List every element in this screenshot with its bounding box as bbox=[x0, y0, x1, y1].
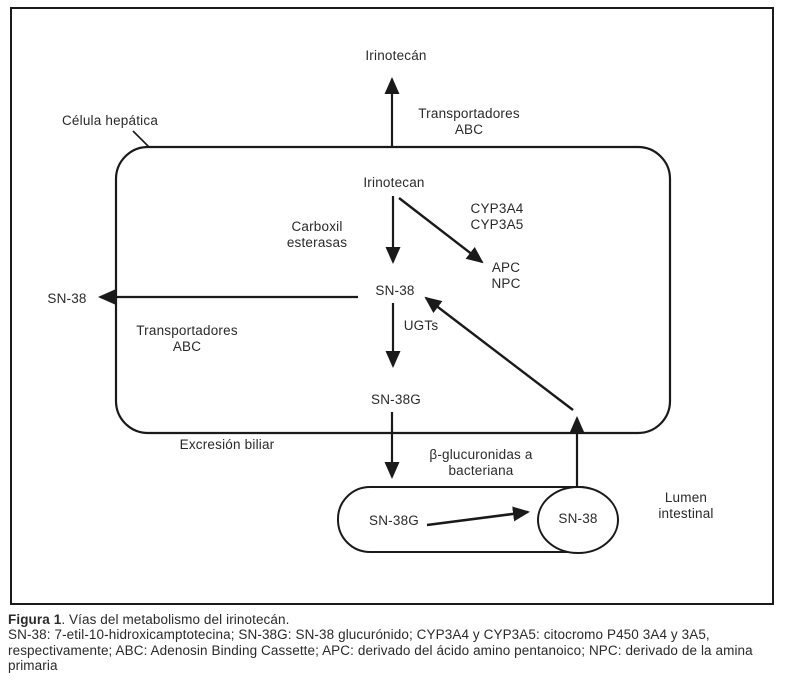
label-ugts: UGTs bbox=[403, 318, 439, 333]
label-sn38-intestine: SN-38 bbox=[558, 511, 598, 526]
caption-abbreviations: SN-38: 7-etil-10-hidroxicamptotecina; SN-38G: SN-38 glucurónido; CYP3A4 y CYP3A5: citocromo P450 3A4 y 3A5, respectivamente; ABC: Adenosin Binding Cassette; APC: derivado del ácido amino pentanoico; NPC: derivado de la amina primaria bbox=[8, 627, 753, 674]
label-beta-glucuronidase bbox=[429, 447, 532, 479]
label-sn38g-cell: SN-38G bbox=[371, 392, 421, 407]
label-irinotecan-outside: Irinotecán bbox=[365, 48, 427, 63]
arrow-sn38-reuptake-diagonal bbox=[426, 298, 573, 410]
caption-figure-label: Figura 1 bbox=[8, 612, 62, 627]
label-transportadores-abc-left-line2: ABC bbox=[172, 339, 202, 354]
caption-title-line bbox=[8, 612, 780, 627]
label-carboxil-esterasas bbox=[287, 219, 347, 251]
label-lumen-intestinal bbox=[658, 490, 713, 522]
label-beta-glucuronidase-line1: β-glucuronidas a bbox=[429, 447, 533, 462]
label-cyp3a5: CYP3A5 bbox=[470, 217, 524, 232]
label-lumen-intestinal-line2: intestinal bbox=[658, 506, 714, 521]
label-transportadores-abc-left bbox=[136, 323, 238, 355]
label-transportadores-abc-top bbox=[418, 106, 520, 138]
label-sn38g-intestine: SN-38G bbox=[369, 513, 419, 528]
arrow-sn38g-to-sn38-intestine bbox=[427, 512, 528, 525]
label-transportadores-abc-top-line2: ABC bbox=[454, 122, 484, 137]
label-carboxil-esterasas-line1: Carboxil bbox=[291, 219, 343, 234]
label-beta-glucuronidase-line2: bacteriana bbox=[448, 463, 514, 478]
label-excresion-biliar: Excresión biliar bbox=[179, 437, 275, 452]
label-transportadores-abc-left-line1: Transportadores bbox=[136, 323, 238, 338]
caption-title-rest: . Vías del metabolismo del irinotecán. bbox=[61, 612, 290, 627]
label-apc-npc bbox=[491, 260, 520, 292]
label-carboxil-esterasas-line2: esterasas bbox=[286, 235, 348, 250]
label-celula-hepatica: Célula hepática bbox=[61, 113, 159, 128]
label-npc: NPC bbox=[491, 276, 521, 291]
label-cyp3a4: CYP3A4 bbox=[470, 201, 524, 216]
label-cyp-enzymes bbox=[471, 201, 524, 233]
label-transportadores-abc-top-line1: Transportadores bbox=[418, 106, 520, 121]
figure-caption bbox=[8, 612, 780, 674]
label-apc: APC bbox=[491, 260, 521, 275]
label-lumen-intestinal-line1: Lumen bbox=[664, 490, 708, 505]
label-sn38-center: SN-38 bbox=[375, 283, 415, 298]
cell-label-pointer-line bbox=[133, 131, 149, 147]
label-irinotecan-inner: Irinotecan bbox=[363, 175, 425, 190]
label-sn38-exported: SN-38 bbox=[47, 291, 87, 306]
